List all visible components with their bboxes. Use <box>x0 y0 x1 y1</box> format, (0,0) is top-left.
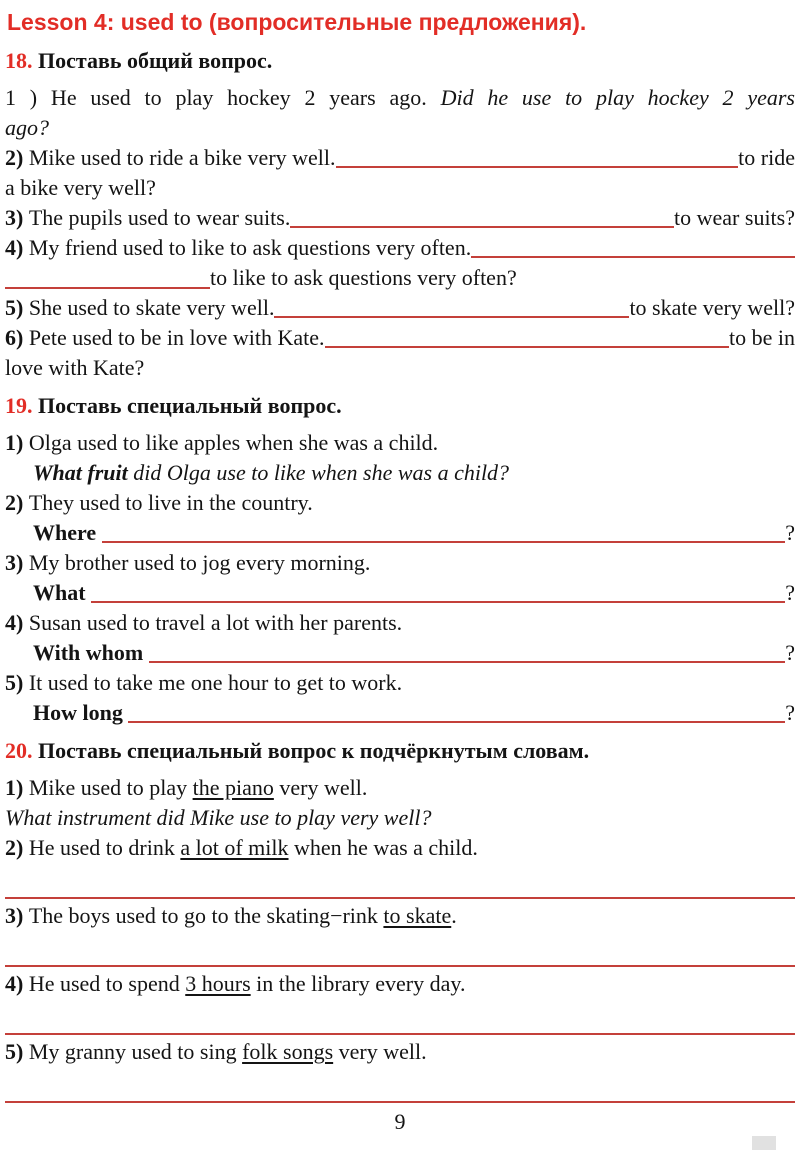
fill-in-blank <box>336 166 739 168</box>
sample-answer-text: did Olga use to like when she was a child? <box>127 460 510 485</box>
bold-label: 5) <box>5 1039 29 1064</box>
fill-in-blank <box>274 316 629 318</box>
exercise-19-heading <box>5 391 795 421</box>
bold-label: 4) <box>5 610 29 635</box>
text-segment: My granny used to sing <box>28 1039 243 1064</box>
fill-in-sentence-line <box>5 293 795 323</box>
sentence-line <box>5 969 795 999</box>
bold-label: 3) <box>5 903 29 928</box>
sentence-line <box>5 83 795 113</box>
sentence-line <box>5 428 795 458</box>
exercise-19 <box>5 391 795 728</box>
text-segment: It used to take me one hour to get to work. <box>28 670 403 695</box>
exercise-18-heading <box>5 46 795 76</box>
sentence-line <box>5 833 795 863</box>
text-segment: very well. <box>333 1039 427 1064</box>
exercise-number: 19. <box>5 393 33 418</box>
sample-answer-text: What instrument did Mike use to play very well? <box>5 805 432 830</box>
text-segment: ? <box>785 640 795 665</box>
text-segment: love with Kate? <box>5 355 145 380</box>
sentence-line <box>5 668 795 698</box>
bold-label: 1) <box>5 430 29 455</box>
text-segment: My friend used to like to ask questions very often. <box>28 235 472 260</box>
bold-label: 5) <box>5 295 29 320</box>
fill-in-blank <box>102 541 786 543</box>
fill-in-blank <box>5 282 210 289</box>
sentence-line <box>5 1037 795 1067</box>
sentence-line <box>5 548 795 578</box>
bold-label: 2) <box>5 145 29 170</box>
write-in-line <box>5 931 795 967</box>
exercise-number: 20. <box>5 738 33 763</box>
text-segment: The boys used to go to the skating−rink <box>28 903 384 928</box>
underlined-phrase: 3 hours <box>185 971 251 996</box>
text-segment: in the library every day. <box>250 971 466 996</box>
scan-artifact <box>752 1136 776 1150</box>
fill-in-sentence-line <box>5 233 795 263</box>
lesson-title: Lesson 4: used to (вопросительные предложения). <box>7 9 587 35</box>
exercise-20-body <box>5 773 795 1103</box>
fill-in-sentence-line <box>5 203 795 233</box>
bold-label: What <box>33 580 92 605</box>
text-segment: ? <box>785 580 795 605</box>
text-segment: very well. <box>273 775 368 800</box>
text-segment: My brother used to jog every morning. <box>28 550 371 575</box>
text-segment: Mike used to ride a bike very well. <box>28 145 336 170</box>
bold-label: 2) <box>5 490 29 515</box>
text-segment: She used to skate very well. <box>28 295 275 320</box>
text-segment: . <box>451 903 457 928</box>
exercise-number: 18. <box>5 48 33 73</box>
sentence-line <box>5 113 795 143</box>
fill-in-blank <box>91 601 785 603</box>
bold-label: 3) <box>5 205 29 230</box>
text-segment: 1 ) He used to play hockey 2 years ago. <box>5 85 441 110</box>
text-segment: Mike used to play <box>28 775 193 800</box>
sample-answer-text: Did he use to play hockey 2 years <box>440 85 795 110</box>
fill-in-blank <box>149 661 786 663</box>
underlined-phrase: a lot of milk <box>180 835 289 860</box>
bold-label: 1) <box>5 775 29 800</box>
fill-in-sentence-line <box>5 578 795 608</box>
text-segment: They used to live in the country. <box>28 490 313 515</box>
text-segment: ? <box>785 520 795 545</box>
bold-label: With whom <box>33 640 149 665</box>
underlined-phrase: the piano <box>192 775 274 800</box>
exercise-instruction: Поставь специальный вопрос. <box>38 393 342 418</box>
text-segment: when he was a child. <box>288 835 478 860</box>
fill-in-sentence-line <box>5 638 795 668</box>
sentence-line <box>5 608 795 638</box>
sentence-line <box>5 773 795 803</box>
write-in-line <box>5 1067 795 1103</box>
text-segment: The pupils used to wear suits. <box>28 205 291 230</box>
fill-in-blank <box>290 226 674 228</box>
exercise-18-body <box>5 83 795 383</box>
fill-in-blank <box>325 346 729 348</box>
bold-label: Where <box>33 520 102 545</box>
sentence-line <box>5 901 795 931</box>
bold-label: 6) <box>5 325 29 350</box>
sentence-line <box>5 488 795 518</box>
fill-in-blank <box>128 721 785 723</box>
exercise-20-heading <box>5 736 795 766</box>
fill-in-sentence-line <box>5 143 795 173</box>
text-segment: a bike very well? <box>5 175 156 200</box>
bold-label: How long <box>33 700 129 725</box>
bold-label: 5) <box>5 670 29 695</box>
exercise-instruction: Поставь специальный вопрос к подчёркнутым словам. <box>38 738 590 763</box>
underlined-phrase: folk songs <box>242 1039 334 1064</box>
fill-in-sentence-line <box>5 518 795 548</box>
bold-label: 2) <box>5 835 29 860</box>
bold-label: 4) <box>5 235 29 260</box>
exercise-instruction: Поставь общий вопрос. <box>38 48 273 73</box>
fill-in-sentence-line <box>5 323 795 353</box>
sentence-line <box>5 803 795 833</box>
page-number: 9 <box>394 1109 406 1134</box>
text-segment: Olga used to like apples when she was a child. <box>28 430 439 455</box>
text-segment: Susan used to travel a lot with her parents. <box>28 610 403 635</box>
exercise-19-body <box>5 428 795 728</box>
fill-in-blank <box>471 256 795 258</box>
text-segment: to ride <box>738 145 795 170</box>
text-segment: to wear suits? <box>674 205 795 230</box>
bold-label: 3) <box>5 550 29 575</box>
text-segment: Pete used to be in love with Kate. <box>28 325 325 350</box>
sentence-line <box>5 458 795 488</box>
text-segment: He used to drink <box>28 835 181 860</box>
sentence-line <box>5 173 795 203</box>
write-in-line <box>5 863 795 899</box>
exercise-20 <box>5 736 795 1103</box>
exercise-18 <box>5 46 795 383</box>
text-segment: to like to ask questions very often? <box>210 265 517 290</box>
text-segment: to be in <box>729 325 795 350</box>
write-in-line <box>5 999 795 1035</box>
text-segment: He used to spend <box>28 971 186 996</box>
sample-answer-text: What fruit <box>33 460 128 485</box>
text-segment: to skate very well? <box>629 295 795 320</box>
bold-label: 4) <box>5 971 29 996</box>
fill-in-sentence-line <box>5 698 795 728</box>
text-segment: ? <box>785 700 795 725</box>
sentence-line <box>5 263 795 293</box>
sentence-line <box>5 353 795 383</box>
underlined-phrase: to skate <box>383 903 452 928</box>
sample-answer-text: ago? <box>5 115 49 140</box>
